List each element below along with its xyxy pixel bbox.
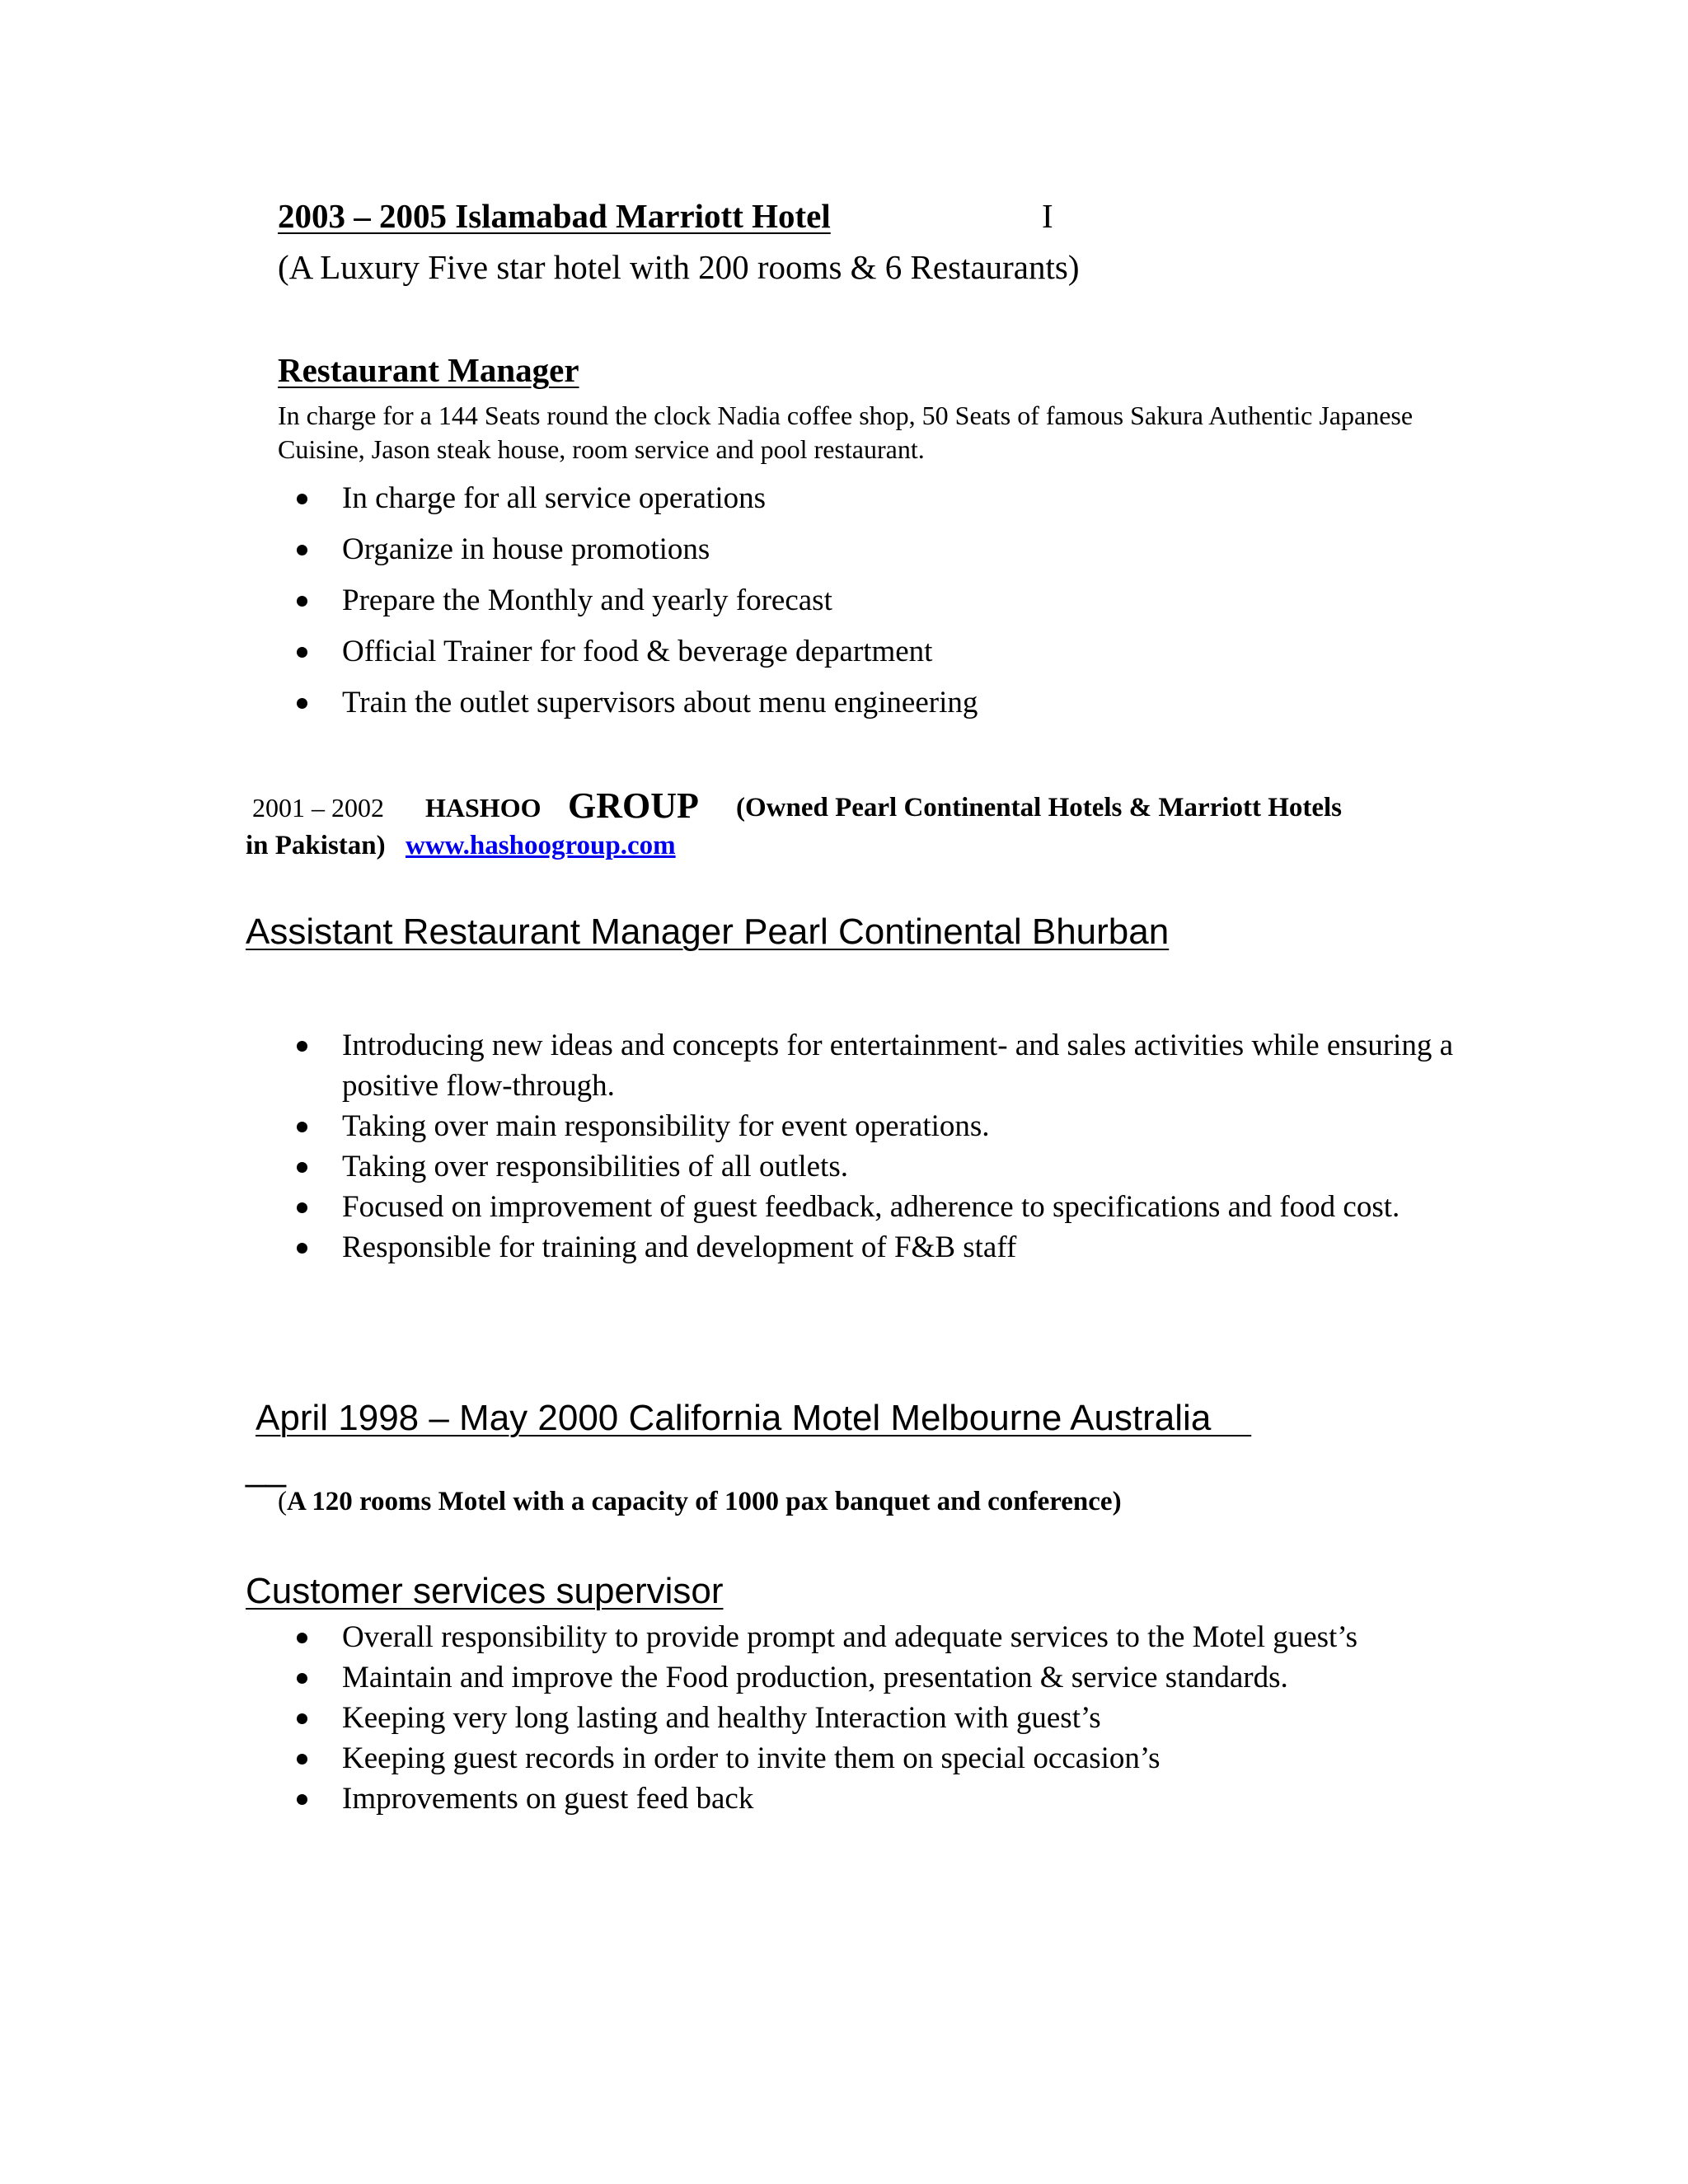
list-item: Official Trainer for food & beverage department (278, 635, 1448, 668)
list-item: Maintain and improve the Food production, presentation & service standards. (278, 1657, 1390, 1698)
subtitle-text: A 120 rooms Motel with a capacity of 1000 pax banquet and conference) (287, 1487, 1122, 1516)
marriott-duties-list (278, 482, 1448, 738)
california-subtitle (278, 1487, 1122, 1517)
hashoo-website-link[interactable]: www.hashoogroup.com (406, 831, 676, 860)
california-duties-list (278, 1617, 1390, 1819)
list-item: Taking over responsibilities of all outlets. (278, 1146, 1465, 1187)
hashoo-owned-line1: (Owned Pearl Continental Hotels & Marriott Hotels (736, 793, 1343, 823)
list-item: Prepare the Monthly and yearly forecast (278, 584, 1448, 617)
marriott-heading: 2003 – 2005 Islamabad Marriott Hotel (278, 197, 831, 235)
list-item: Taking over main responsibility for event operations. (278, 1106, 1465, 1146)
list-item: Organize in house promotions (278, 533, 1448, 566)
marriott-subtitle: (A Luxury Five star hotel with 200 rooms & 6 Restaurants) (278, 248, 1080, 286)
list-item: In charge for all service operations (278, 482, 1448, 515)
list-item: Introducing new ideas and concepts for entertainment- and sales activities while ensuring a positive flow-through. (278, 1025, 1465, 1106)
list-item: Train the outlet supervisors about menu engineering (278, 687, 1448, 719)
california-dash-line: __ (246, 1448, 286, 1488)
hashoo-role-title: Assistant Restaurant Manager Pearl Continental Bhurban (246, 912, 1170, 952)
subtitle-open-paren: ( (278, 1487, 287, 1516)
text-cursor-mark: I (1042, 197, 1053, 235)
hashoo-name-part2: GROUP (568, 785, 699, 826)
list-item: Overall responsibility to provide prompt and adequate services to the Motel guest’s (278, 1617, 1390, 1657)
list-item: Keeping very long lasting and healthy Interaction with guest’s (278, 1698, 1390, 1738)
california-heading: April 1998 – May 2000 California Motel Melbourne Australia (256, 1398, 1252, 1438)
hashoo-duties-list (278, 1025, 1465, 1268)
california-role-title: Customer services supervisor (246, 1571, 724, 1611)
marriott-role-description: In charge for a 144 Seats round the clock Nadia coffee shop, 50 Seats of famous Sakura Authentic Japanese Cuisine, Jason steak house, room service and pool restaurant. (278, 401, 1414, 464)
hashoo-years: 2001 – 2002 (252, 793, 384, 823)
list-item: Keeping guest records in order to invite them on special occasion’s (278, 1738, 1390, 1779)
list-item: Improvements on guest feed back (278, 1779, 1390, 1819)
hashoo-owned-line2: in Pakistan) (246, 831, 386, 860)
list-item: Focused on improvement of guest feedback, adherence to specifications and food cost. (278, 1187, 1465, 1227)
marriott-role-title: Restaurant Manager (278, 351, 579, 389)
hashoo-name-part1: HASHOO (425, 793, 542, 823)
list-item: Responsible for training and development of F&B staff (278, 1227, 1465, 1268)
